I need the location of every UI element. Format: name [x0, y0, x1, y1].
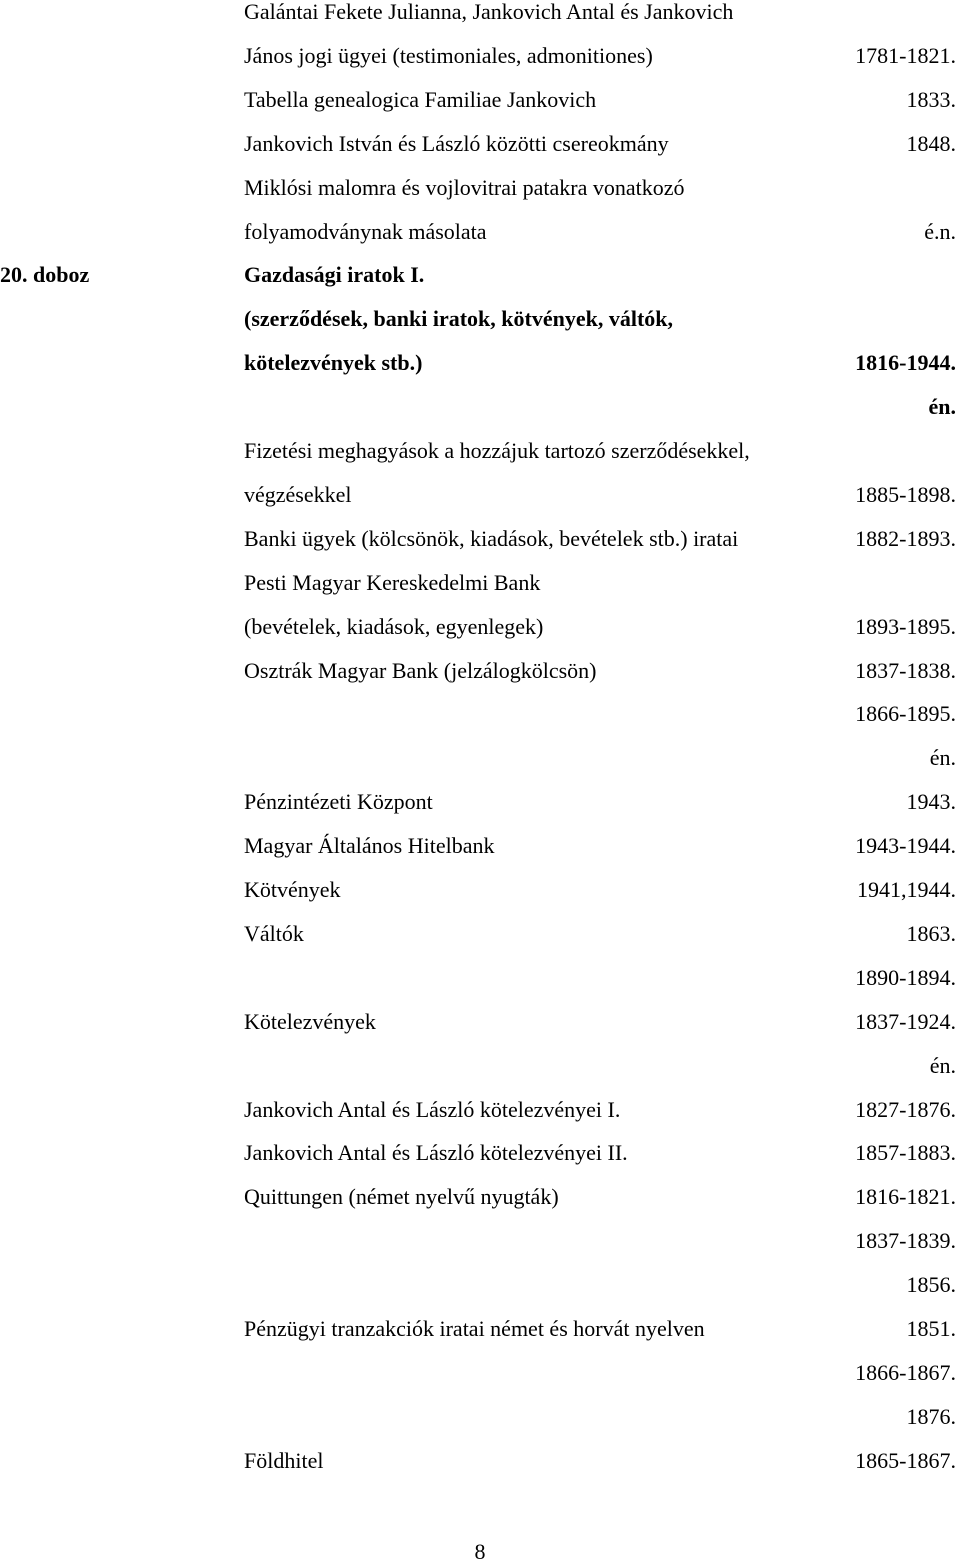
- entry-date: 1890-1894.: [855, 964, 956, 990]
- list-item: [0, 824, 960, 868]
- entry-date: 1837-1924.: [855, 1008, 956, 1034]
- list-item: [0, 692, 960, 736]
- entry-date: 1833.: [906, 86, 956, 112]
- list-item: [0, 297, 960, 341]
- entry-date: 1866-1867.: [855, 1359, 956, 1385]
- entry-title: Jankovich Antal és László kötelezvényei II.: [244, 1140, 628, 1166]
- entry-date: 1943-1944.: [855, 833, 956, 859]
- list-item: [0, 736, 960, 780]
- box-label: 20. doboz: [0, 262, 90, 288]
- entry-title: Quittungen (német nyelvű nyugták): [244, 1184, 559, 1210]
- list-item: [0, 385, 960, 429]
- entry-date: 1863.: [906, 920, 956, 946]
- entry-date: én.: [928, 394, 956, 420]
- entry-date: 1941,1944.: [857, 877, 956, 902]
- entry-title: Gazdasági iratok I.: [244, 262, 425, 288]
- list-item: [0, 868, 960, 912]
- list-item: [0, 912, 960, 956]
- entry-date: 1885-1898.: [855, 481, 956, 507]
- list-item: [0, 561, 960, 605]
- list-item: [0, 1044, 960, 1088]
- entry-title: Földhitel: [244, 1447, 324, 1473]
- list-item: [0, 605, 960, 649]
- list-item: [0, 1263, 960, 1307]
- entry-date: 1865-1867.: [855, 1447, 956, 1473]
- entry-date: 1837-1838.: [855, 657, 956, 683]
- list-item: [0, 341, 960, 385]
- list-item: [0, 1351, 960, 1395]
- entry-title: (bevételek, kiadások, egyenlegek): [244, 613, 544, 639]
- list-item: [0, 1219, 960, 1263]
- list-item: [0, 1131, 960, 1175]
- entry-date: 1827-1876.: [855, 1096, 956, 1122]
- entry-title: Osztrák Magyar Bank (jelzálogkölcsön): [244, 657, 597, 683]
- list-item: [0, 78, 960, 122]
- entry-title: Miklósi malomra és vojlovitrai patakra vonatkozó: [244, 174, 685, 200]
- list-item: [0, 1088, 960, 1132]
- list-item: [0, 649, 960, 693]
- entry-date: én.: [929, 1052, 956, 1078]
- list-item: [0, 34, 960, 78]
- entry-title: Pénzintézeti Központ: [244, 789, 433, 815]
- entry-title: Galántai Fekete Julianna, Jankovich Antal és Jankovich: [244, 0, 734, 24]
- list-item: [0, 1175, 960, 1219]
- entry-date: 1781-1821.: [855, 42, 956, 68]
- entry-date: 1816-1821.: [855, 1184, 956, 1210]
- entry-date: é.n.: [924, 218, 956, 244]
- list-item: [0, 253, 960, 297]
- entry-date: 1856.: [906, 1272, 956, 1298]
- list-item: [0, 0, 960, 34]
- entry-title: folyamodványnak másolata: [244, 218, 487, 244]
- entry-title: végzésekkel: [244, 481, 352, 507]
- entry-date: 1848.: [906, 130, 956, 156]
- entry-date: 1857-1883.: [855, 1140, 956, 1166]
- entry-title: Jankovich Antal és László kötelezvényei I.: [244, 1096, 621, 1122]
- entry-title: Pénzügyi tranzakciók iratai német és horvát nyelven: [244, 1316, 705, 1341]
- entry-title: Jankovich István és László közötti csereokmány: [244, 130, 669, 156]
- entry-date: 1893-1895.: [855, 613, 956, 639]
- list-item: [0, 122, 960, 166]
- list-item: [0, 780, 960, 824]
- list-item: [0, 1395, 960, 1439]
- entry-date: 1866-1895.: [855, 701, 956, 727]
- entry-title: Fizetési meghagyások a hozzájuk tartozó szerződésekkel,: [244, 438, 750, 463]
- entry-date: 1837-1839.: [855, 1228, 956, 1254]
- entry-date: én.: [929, 745, 956, 771]
- list-item: [0, 1439, 960, 1483]
- entry-date: 1882-1893.: [855, 525, 956, 551]
- entry-title: Kötvények: [244, 877, 341, 902]
- entry-date: 1851.: [906, 1316, 956, 1341]
- page-number: 8: [474, 1539, 486, 1564]
- entry-title: Tabella genealogica Familiae Jankovich: [244, 86, 597, 112]
- list-item: [0, 517, 960, 561]
- entry-date: 1816-1944.: [855, 350, 956, 376]
- list-item: [0, 210, 960, 254]
- list-item: [0, 1000, 960, 1044]
- list-item: [0, 956, 960, 1000]
- entry-date: 1876.: [906, 1403, 956, 1429]
- list-item: [0, 473, 960, 517]
- list-item: [0, 1307, 960, 1351]
- entry-title: Magyar Általános Hitelbank: [244, 833, 495, 859]
- entry-title: kötelezvények stb.): [244, 350, 423, 376]
- entry-title: Pesti Magyar Kereskedelmi Bank: [244, 569, 541, 595]
- entry-title: János jogi ügyei (testimoniales, admonitiones): [244, 42, 653, 68]
- list-item: [0, 166, 960, 210]
- entry-title: Kötelezvények: [244, 1008, 376, 1034]
- entry-title: Váltók: [244, 920, 304, 946]
- list-item: [0, 429, 960, 473]
- entry-title: Banki ügyek (kölcsönök, kiadások, bevételek stb.) iratai: [244, 525, 739, 551]
- entry-title: (szerződések, banki iratok, kötvények, váltók,: [244, 306, 673, 332]
- entry-date: 1943.: [906, 789, 956, 815]
